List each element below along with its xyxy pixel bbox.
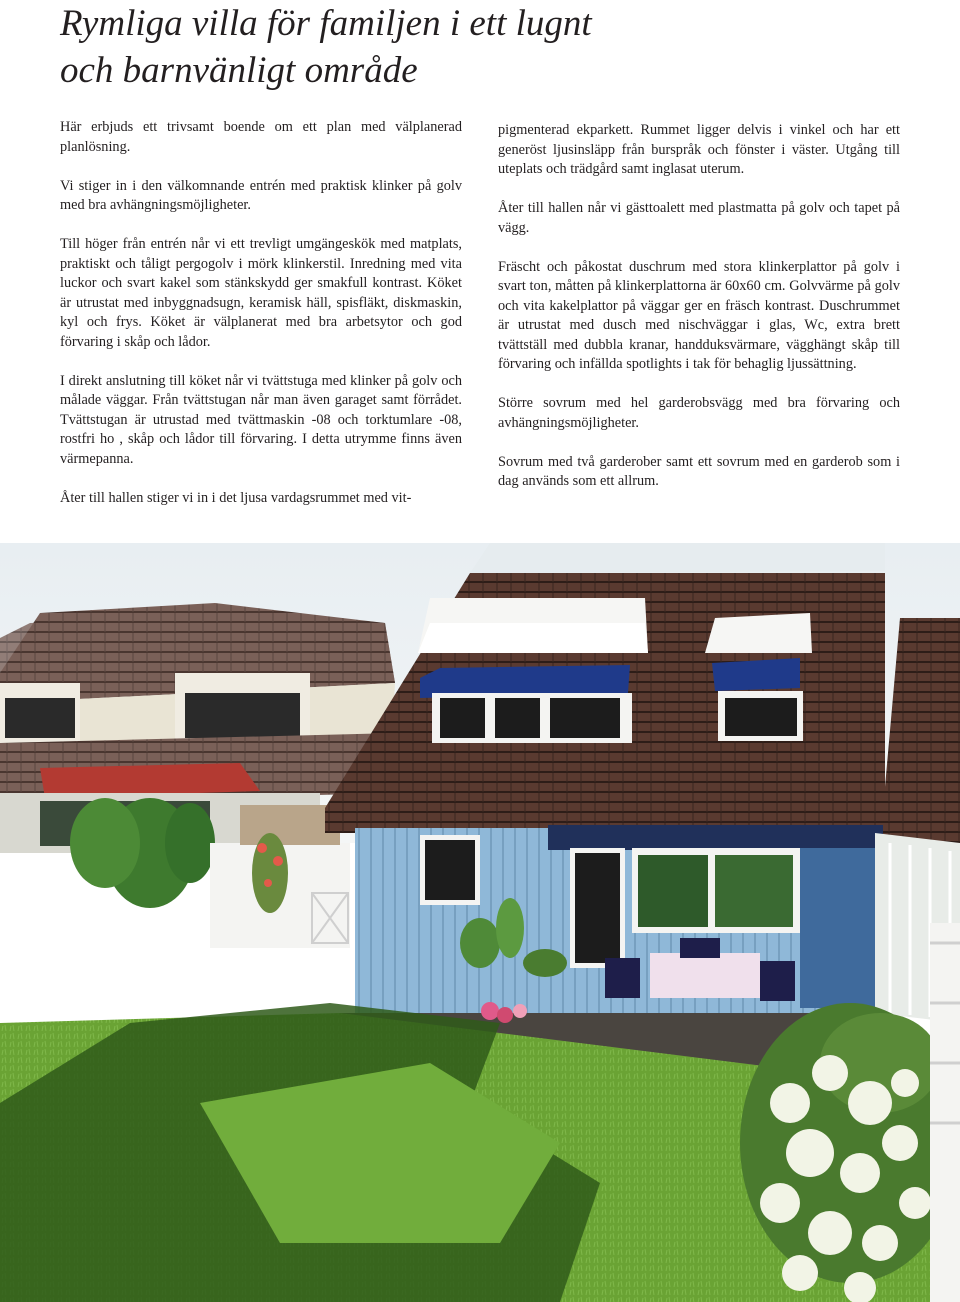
paragraph: Fräscht och påkostat duschrum med stora klinkerplattor på golv i svart ton, måtten på klinkerplattorna är 60x60 cm. Golvvärme på golv och vita kakelplattor på väggar ger en fräsch kontrast. Duschrummet är utrustat med dusch med nischväggar i glas, Wc, extra brett tvättställ med dubbla kranar, handduksvärmare, vägghängt skåp till förvaring och infällda spotlights i tak för behaglig ljussättning. [498,258,900,372]
title-line-2: och barnvänligt område [60,50,418,91]
paragraph: I direkt anslutning till köket når vi tvättstuga med klinker på golv och målade väggar. Från tvättstugan når man även garaget samt förrådet. Tvättstugan är utrustad med tvättmaskin -08 och torktumlare -08, rostfri ho , skåp och lådor till förvaring. I detta utrymme finns även värmepanna. [60,372,462,467]
left-text-column [60,118,462,528]
paragraph: pigmenterad ekparkett. Rummet ligger delvis i vinkel och har ett generöst ljusinsläpp från burspråk och fönster i väster. Utgång till uteplats och trädgård samt inglasat uterum. [498,122,900,177]
right-text-column [498,121,900,511]
paragraph: Till höger från entrén når vi ett trevligt umgängeskök med matplats, praktiskt och tåligt pergogolv i mörk klinkerstil. Inredning med vita luckor och svart kakel som stänkskydd ger smakfull kontrast. Köket är utrustat med inbyggnadsugn, keramisk häll, spisfläkt, diskmaskin, kyl och frys. Köket är välplanerat med bra arbetsytor och god förvaring i skåp och lådor. [60,236,462,350]
patio-table [650,953,760,998]
awning-right [712,658,800,691]
house-illustration [0,543,960,1302]
paragraph: Sovrum med två garderober samt ett sovrum med en garderob som i dag används som ett allrum. [498,453,900,489]
patio-door [575,853,620,963]
title-line-1: Rymliga villa för familjen i ett lugnt [60,3,592,44]
paragraph: Åter till hallen når vi gästtoalett med plastmatta på golv och tapet på vägg. [498,200,900,236]
paragraph: Åter till hallen stiger vi in i det ljusa vardagsrummet med vit- [60,489,412,506]
paragraph: Större sovrum med hel garderobsvägg med bra förvaring och avhängningsmöjligheter. [498,395,900,431]
paragraph: Här erbjuds ett trivsamt boende om ett plan med välplanerad planlösning. [60,119,462,155]
terrace-awning [548,825,883,850]
paragraph: Vi stiger in i den välkomnande entrén med praktisk klinker på golv med bra avhängningsmöjligheter. [60,177,462,213]
page-title [60,0,920,94]
dormer-right [705,613,812,653]
house-photo [0,543,960,1302]
